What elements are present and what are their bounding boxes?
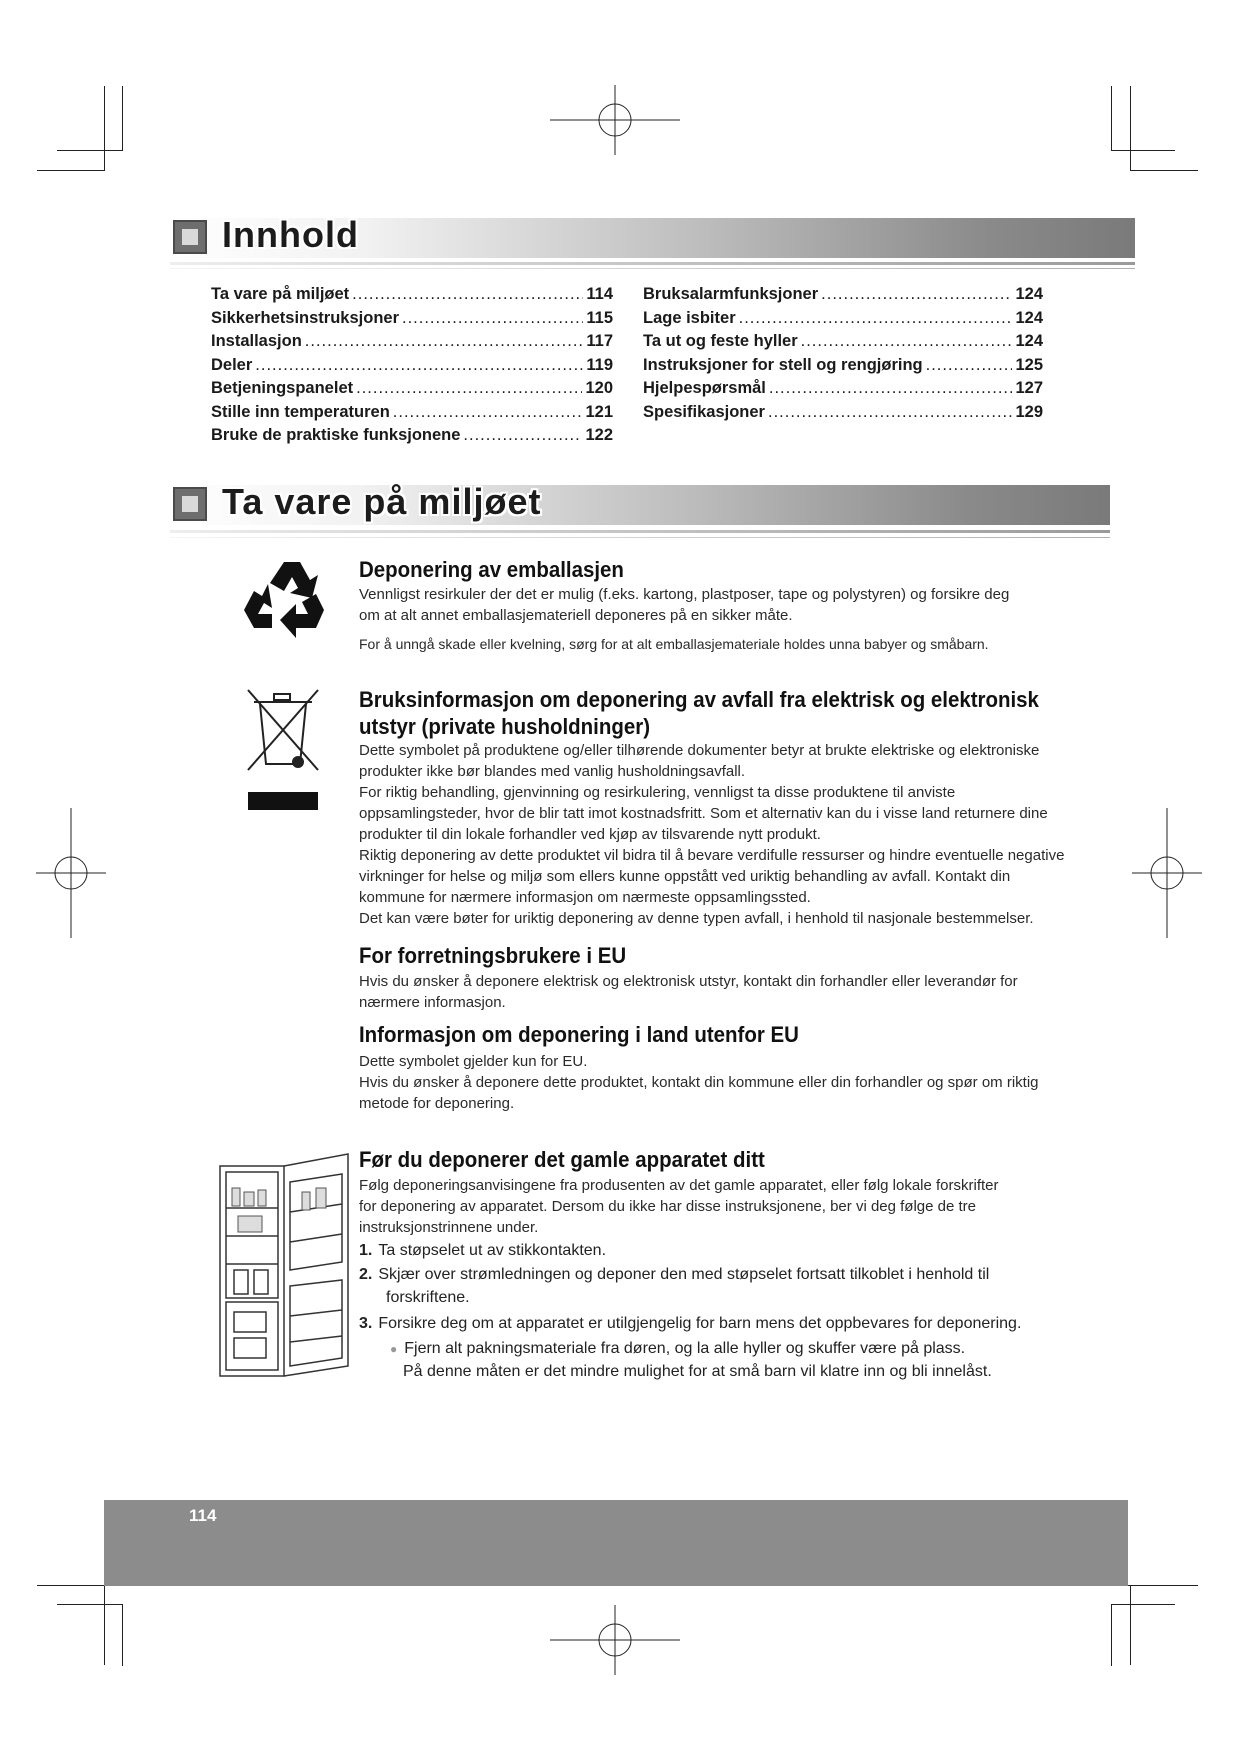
toc-title: Innhold [222,214,359,255]
env-title: Ta vare på miljøet [222,481,542,522]
step-1: 1. Ta støpselet ut av stikkontakten. [359,1242,607,1259]
toc-entry[interactable]: Ta ut og feste hyller ..... 124 [643,330,1043,354]
bullet-continued: På denne måten er det mindre mulighet for at små barn vil klatre inn og bli innelåst. [403,1363,992,1380]
registration-mark-left [36,808,106,938]
business-heading: For forretningsbrukere i EU [359,943,627,968]
old-appliance-text: Følg deponeringsanvisingene fra produsenten av det gamle apparatet, eller følg lokale forskrifter for deponering av apparatet. Dersom du ikke har disse instruksjonene, ber vi deg følge de tre instruksjonstrinnene under. [359,1177,999,1236]
packaging-text: Vennligst resirkuler der det er mulig (f.eks. kartong, plastposer, tape og polystyren) og forsikre deg om at alt annet emballasjemateriell deponeres på en sikker måte. [359,586,1010,624]
recycle-icon [240,558,328,643]
weee-text: Dette symbolet på produktene og/eller tilhørende dokumenter betyr at brukte elektriske og elektroniske produkter ikke bør blandes med vanlig husholdningsavfall. For riktig behandling, gjenvinning og resirkulering, vennligst ta disse produktene til anviste oppsamlingsteder, hvor de blir tatt imot kostnadsfritt. Som et alternativ kan du i visse land returnere dine produkter til din lokale forhandler ved kjøp av tilsvarende nytt produkt. Riktig deponering av dette produktet vil bidra til å bevare verdifulle ressurser og hindre eventuelle negative virkninger for helse og miljø som ellers kunne oppstått ved uriktig behandling av avfall. Kontakt din kommune for nærmere informasjon om nærmeste oppsamlingssted. Det kan være bøter for uriktig deponering av denne typen avfall, i henhold til nasjonale bestemmelser. [359,742,1065,927]
registration-mark-right [1132,808,1202,938]
toc-entry[interactable]: Instruksjoner for stell og rengjøring ..... 125 [643,354,1043,378]
outside-eu-heading: Informasjon om deponering i land utenfor EU [359,1022,799,1047]
weee-heading: Bruksinformasjon om deponering av avfall fra elektrisk og elektronisk utstyr (private husholdninger) [359,687,1039,739]
packaging-note: For å unngå skade eller kvelning, sørg for at alt emballasjemateriale holdes unna babyer og småbarn. [359,636,989,652]
business-text: Hvis du ønsker å deponere elektrisk og elektronisk utstyr, kontakt din forhandler eller leverandør for nærmere informasjon. [359,973,1018,1011]
toc-right-column [643,283,1043,424]
toc-entry[interactable]: Lage isbiter ..... 124 [643,307,1043,331]
section-square-icon [173,220,207,254]
toc-entry[interactable]: Betjeningspanelet ..... 120 [211,377,613,401]
toc-entry[interactable]: Hjelpespørsmål ..... 127 [643,377,1043,401]
step-2-continued: forskriftene. [386,1289,470,1306]
bullet-item: ● Fjern alt pakningsmateriale fra døren, og la alle hyller og skuffer være på plass. [390,1340,966,1357]
toc-entry[interactable]: Deler ..... 119 [211,354,613,378]
crossed-bin-icon [244,688,322,814]
toc-left-column [211,283,613,448]
toc-entry[interactable]: Spesifikasjoner ..... 129 [643,401,1043,425]
packaging-heading: Deponering av emballasjen [359,557,624,582]
section-square-icon [173,487,207,521]
step-3: 3. Forsikre deg om at apparatet er utilgjengelig for barn mens det oppbevares for deponering. [359,1315,1022,1332]
toc-entry[interactable]: Ta vare på miljøet ..... 114 [211,283,613,307]
page-number: 114 [189,1506,217,1525]
open-fridge-illustration [218,1152,353,1382]
old-appliance-heading: Før du deponerer det gamle apparatet ditt [359,1147,765,1172]
registration-mark-bottom [550,1605,680,1675]
outside-eu-text: Dette symbolet gjelder kun for EU. Hvis du ønsker å deponere dette produktet, kontakt din kommune eller din forhandler og spør om riktig metode for deponering. [359,1053,1039,1112]
step-2: 2. Skjær over strømledningen og deponer den med støpselet fortsatt tilkoblet i henhold til [359,1266,990,1283]
toc-entry[interactable]: Stille inn temperaturen ..... 121 [211,401,613,425]
toc-entry[interactable]: Bruksalarmfunksjoner ..... 124 [643,283,1043,307]
toc-entry[interactable]: Sikkerhetsinstruksjoner ..... 115 [211,307,613,331]
registration-mark-top [550,85,680,155]
footer-bar [104,1500,1128,1586]
toc-entry[interactable]: Installasjon ..... 117 [211,330,613,354]
toc-entry[interactable]: Bruke de praktiske funksjonene ..... 122 [211,424,613,448]
bullet-dot-icon: ● [390,1342,398,1356]
